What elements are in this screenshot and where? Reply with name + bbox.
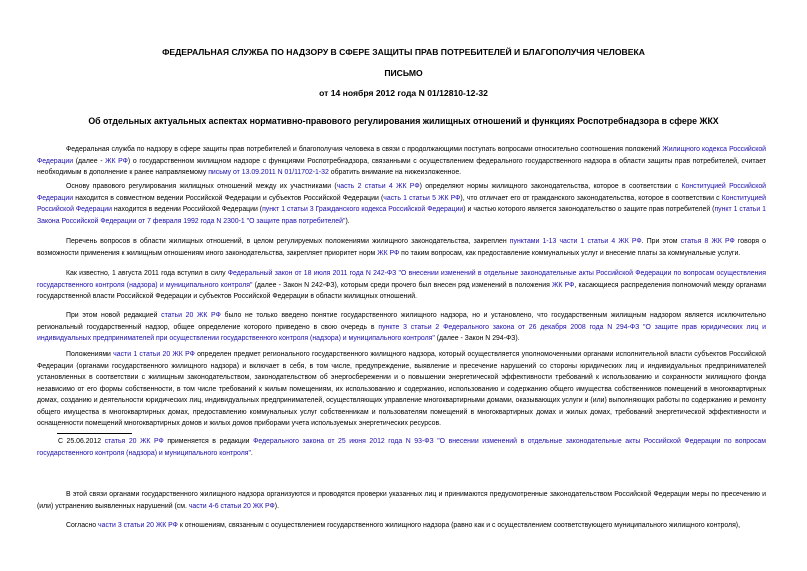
- legal-reference-link[interactable]: ЖК РФ: [552, 281, 575, 289]
- paragraph-text: ) и частью которого является законодательство о защите прав потребителей (: [463, 206, 715, 213]
- paragraph-law-242: [37, 268, 766, 303]
- footnote-separator: [57, 433, 132, 434]
- legal-reference-link[interactable]: Федеральный закон от 18 июля 2011 года N 242-ФЗ "О внесении изменений в отдельные законодательные акты Российской Федерации по вопросам осуществления государственного контроля (надзора) и муниципального контроля": [37, 270, 766, 289]
- paragraph-text: Федеральная служба по надзору в сфере защиты прав потребителей и благополучия человека в связи с продолжающими поступать вопросами относительно соотношения положений: [66, 146, 663, 153]
- legal-reference-link[interactable]: пункт 1 статьи 1 Закона Российской Федерации от 7 февраля 1992 года N 2300-1 "О защите прав потребителей": [37, 206, 766, 225]
- paragraph-text: находится в ведении Российской Федерации (: [111, 206, 263, 213]
- legal-reference-link[interactable]: части 3 статьи 20 ЖК РФ: [98, 522, 178, 529]
- paragraph-scope: [37, 236, 766, 259]
- paragraph-text: находится в совместном ведении Российской Федерации и субъектов Российской Федерации (: [73, 194, 384, 202]
- legal-reference-link[interactable]: пунктами 1-13 части 1 статьи 4 ЖК РФ: [509, 238, 642, 245]
- paragraph-text: Основу правового регулирования жилищных отношений между их участниками (: [66, 183, 337, 190]
- agency-heading: ФЕДЕРАЛЬНАЯ СЛУЖБА ПО НАДЗОРУ В СФЕРЕ ЗАЩИТЫ ПРАВ ПОТРЕБИТЕЛЕЙ И БЛАГОПОЛУЧИЯ ЧЕЛОВЕКА: [162, 47, 645, 57]
- paragraph-text: по таким вопросам, как предоставление коммунальных услуг и внесение платы за коммунальные услуги.: [399, 249, 741, 257]
- legal-reference-link[interactable]: статья 20 ЖК РФ: [104, 438, 164, 445]
- legal-reference-link[interactable]: ЖК РФ: [377, 249, 400, 257]
- paragraph-text: (далее - Закон N 242-ФЗ), которым среди прочего был внесен ряд изменений в положения: [252, 281, 553, 289]
- legal-reference-link[interactable]: часть 1 статьи 5 ЖК РФ: [383, 194, 461, 202]
- legal-reference-link[interactable]: пункт 1 статьи 3 Гражданского кодекса Российской Федерации: [262, 206, 464, 213]
- legal-reference-link[interactable]: статьи 20 ЖК РФ: [161, 312, 221, 319]
- document-title: Об отдельных актуальных аспектах нормативно-правового регулирования жилищных отношений и функциях Роспотребнадзора в сфере ЖКХ: [88, 116, 719, 126]
- document-type: ПИСЬМО: [384, 68, 423, 78]
- paragraph-text: В этой связи органами государственного жилищного надзора организуются и проводятся проверки указанных лиц и принимаются предусмотренные законодательством Российской Федерации меры по пресечению и (или) устранению выявленных нарушений (см.: [37, 491, 766, 510]
- paragraph-text: Перечень вопросов в области жилищных отношений, в целом регулируемых положениями жилищного законодательства, закреплен: [66, 238, 510, 245]
- legal-reference-link[interactable]: письму от 13.09.2011 N 01/11702-1-32: [208, 169, 329, 176]
- footnote: [37, 436, 766, 459]
- paragraph-text: , касающиеся распределения полномочий между органами государственной власти Российской Федерации и субъектов Российской Федерации в области жилищных отношений.: [37, 281, 766, 300]
- paragraph-text: применяется в редакции: [163, 438, 254, 445]
- paragraph-text: С 25.06.2012: [58, 438, 105, 445]
- legal-reference-link[interactable]: Жилищного кодекса Российской Федерации: [37, 146, 766, 165]
- legal-reference-link[interactable]: ЖК РФ: [105, 157, 128, 165]
- paragraph-text: говоря о возможности применения к жилищным отношениям иного законодательства, закрепляет приоритет норм: [37, 238, 767, 257]
- paragraph-text: При этом новой редакцией: [66, 312, 162, 319]
- paragraph-text: ), что отличает его от гражданского законодательства, которое в соответствии с: [460, 194, 722, 202]
- paragraph-legal-basis: [37, 181, 766, 227]
- legal-reference-link[interactable]: Конституцией Российской Федерации: [37, 183, 767, 202]
- paragraph-text: Положениями: [66, 351, 114, 358]
- paragraph-article-20: [37, 310, 766, 345]
- paragraph-text: к отношениям, связанным с осуществлением государственного жилищного надзора (равно как и с осуществлением соответствующего муниципального жилищного контроля),: [177, 522, 741, 529]
- paragraph-text: . При этом: [641, 238, 681, 245]
- paragraph-inspections: [37, 489, 766, 512]
- legal-reference-link[interactable]: пункте 3 статьи 2 Федерального закона от 26 декабря 2008 года N 294-ФЗ "О защите прав юридических лиц и индивидуальных предпринимателей при осуществлении государственного контроля (надзора) и муниципального контроля": [37, 323, 766, 342]
- legal-reference-link[interactable]: Конституцией Российской Федерации: [37, 194, 766, 213]
- paragraph-text: обратить внимание на нижеизложенное.: [328, 169, 462, 176]
- paragraph-text: (далее - Закон N 294-ФЗ).: [434, 335, 520, 342]
- paragraph-text: Согласно: [66, 522, 99, 529]
- paragraph-subject: [37, 349, 766, 430]
- paragraph-text: ) определяют нормы жилищного законодательства, которое в соответствии с: [419, 183, 682, 190]
- legal-reference-link[interactable]: часть 2 статьи 4 ЖК РФ: [336, 183, 420, 190]
- paragraph-text: Как известно, 1 августа 2011 года вступил в силу: [66, 270, 228, 277]
- paragraph-text: (далее -: [73, 157, 106, 165]
- legal-reference-link[interactable]: статья 8 ЖК РФ: [680, 238, 735, 245]
- paragraph-text: .: [250, 449, 253, 457]
- paragraph-part-3: [37, 520, 766, 532]
- legal-reference-link[interactable]: части 4-6 статьи 20 ЖК РФ: [188, 502, 275, 510]
- paragraph-text: было не только введено понятие государственного жилищного надзора, но и установлено, что государственным жилищным надзором является исключительно региональный государственный надзор, общее определение которого приведено в свою очередь в: [37, 312, 766, 331]
- paragraph-text: определен предмет регионального государственного жилищного надзора, который осуществляется уполномоченными органами исполнительной власти субъектов Российской Федерации (органами государственного жилищного надзора) и включает в себя, в том числе, предупреждение, выявление и пресечение нарушений со стороны юридических лиц и индивидуальных предпринимателей установленных в соответствии с жилищным законодательством, законодательством об энергосбережении и о повышении энергетической эффективности требований к использованию и сохранности жилищного фонда независимо от его формы собственности, в том числе требований к жилым помещениям, их использованию и содержанию, использованию и содержанию общего имущества собственников помещений в многоквартирных домах, созданию и деятельности юридических лиц, индивидуальных предпринимателей, осуществляющих управление многоквартирными домами, оказывающих услуги и (или) выполняющих работы по содержанию и ремонту общего имущества в многоквартирных домах, предоставлению коммунальных услуг собственникам и пользователям помещений в многоквартирных домах и жилых домах, требований энергетической эффективности и оснащенности помещений многоквартирных домов и жилых домов приборами учета используемых энергетических ресурсов.: [37, 351, 766, 427]
- paragraph-text: ) о государственном жилищном надзоре с функциями Роспотребнадзора, связанными с осуществлением федерального государственного надзора в области защиты прав потребителей, считает необходимым в дополнение к ранее направляемому: [37, 157, 766, 176]
- paragraph-intro: [37, 144, 766, 179]
- paragraph-text: ).: [345, 217, 350, 225]
- paragraph-text: ).: [274, 502, 280, 510]
- legal-reference-link[interactable]: части 1 статьи 20 ЖК РФ: [113, 351, 195, 358]
- legal-reference-link[interactable]: Федерального закона от 25 июня 2012 года N 93-ФЗ "О внесении изменений в отдельные законодательные акты Российской Федерации по вопросам государственного контроля (надзора) и муниципального контроля": [37, 438, 766, 457]
- document-date-number: от 14 ноября 2012 года N 01/12810-12-32: [319, 88, 488, 98]
